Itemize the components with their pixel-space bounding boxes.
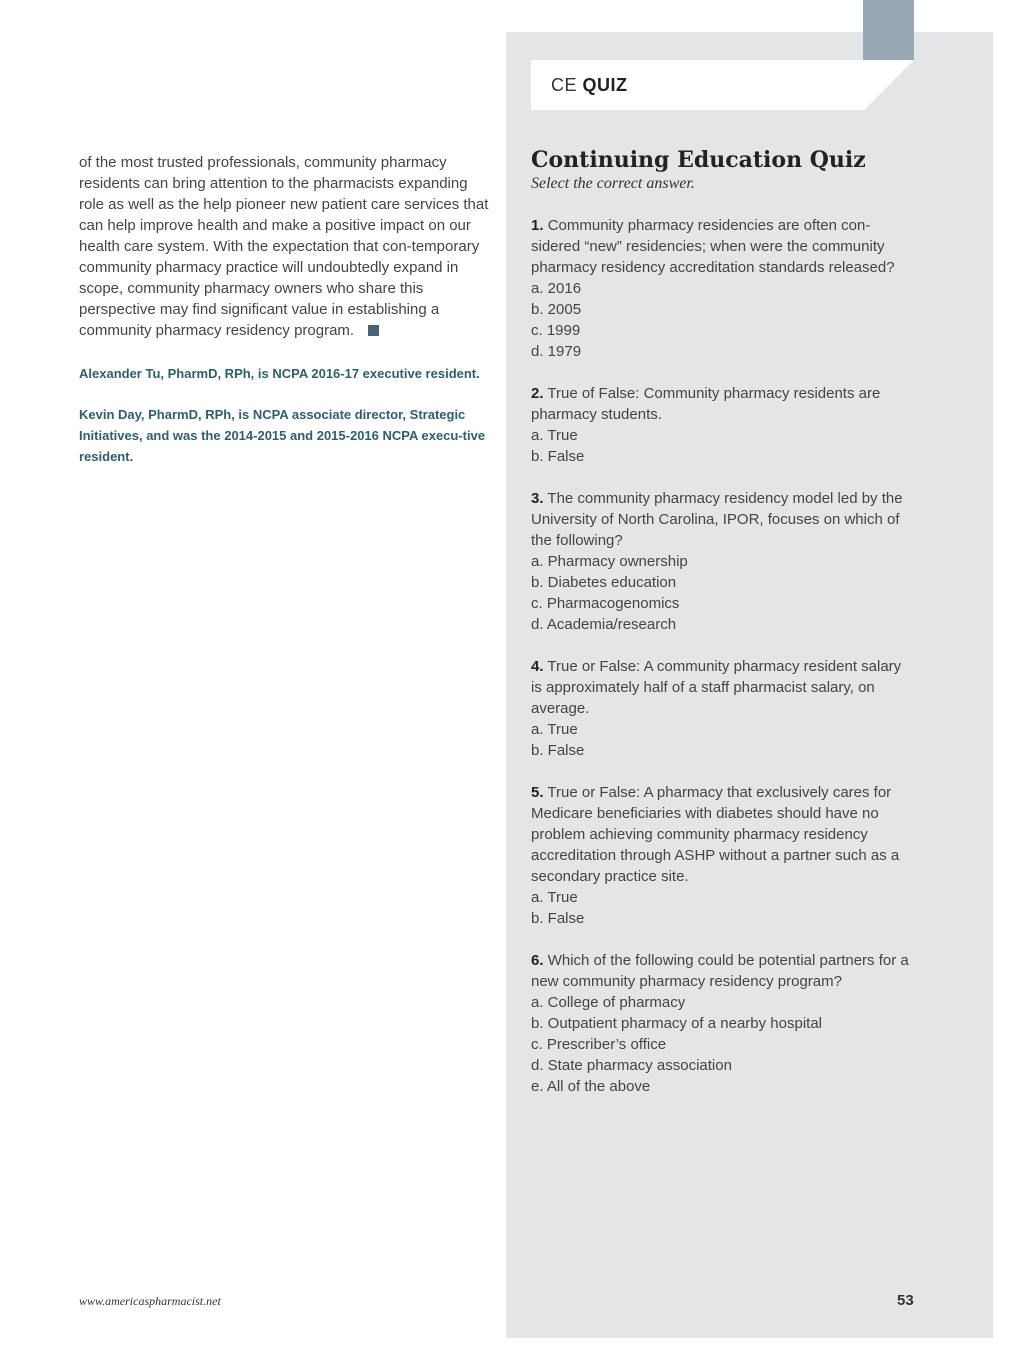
author-bio-day: Kevin Day, PharmD, RPh, is NCPA associate director, Strategic Initiatives, and was the 2014-2015 and 2015-2016 NCPA execu-tive resident. bbox=[79, 407, 486, 464]
question-text bbox=[531, 656, 916, 719]
answer-option[interactable]: b. False bbox=[531, 742, 585, 759]
answer-option[interactable]: c. Pharmacogenomics bbox=[531, 595, 680, 612]
question-body: True or False: A pharmacy that exclusively cares for Medicare beneficiaries with diabetes should have no problem achieving community pharmacy residency accreditation through ASHP without a partner such as a secondary practice site. bbox=[531, 784, 900, 885]
question-number: 4. bbox=[531, 658, 544, 675]
quiz-question bbox=[531, 488, 916, 635]
answer-option[interactable]: b. False bbox=[531, 910, 585, 927]
answer-option[interactable]: e. All of the above bbox=[531, 1078, 651, 1095]
article-paragraph-text: of the most trusted professionals, community pharmacy residents can bring attention to the pharmacists expanding role as well as the help pioneer new patient care services that can help improve health and make a positive impact on our health care system. With the expectation that con-temporary community pharmacy practice will undoubtedly expand in scope, community pharmacy owners who share this perspective may find significant value in establishing a community pharmacy residency program. bbox=[79, 154, 489, 339]
question-number: 5. bbox=[531, 784, 544, 801]
answer-option[interactable]: a. True bbox=[531, 427, 578, 444]
section-label-quiz: QUIZ bbox=[582, 75, 628, 95]
answer-option[interactable]: a. Pharmacy ownership bbox=[531, 553, 688, 570]
answer-option[interactable]: a. 2016 bbox=[531, 280, 582, 297]
answer-option[interactable]: b. Diabetes education bbox=[531, 574, 677, 591]
question-body: True of False: Community pharmacy residents are pharmacy students. bbox=[531, 385, 881, 423]
quiz-question bbox=[531, 215, 916, 362]
quiz-subtitle: Select the correct answer. bbox=[531, 175, 695, 192]
answer-option[interactable]: b. False bbox=[531, 448, 585, 465]
answer-option[interactable]: d. State pharmacy association bbox=[531, 1057, 732, 1074]
answer-option[interactable]: d. Academia/research bbox=[531, 616, 677, 633]
article-paragraph bbox=[79, 152, 494, 341]
question-text bbox=[531, 782, 916, 887]
quiz-question bbox=[531, 782, 916, 929]
page-number: 53 bbox=[897, 1292, 914, 1309]
section-label bbox=[551, 75, 628, 96]
answer-option[interactable]: c. Prescriber’s office bbox=[531, 1036, 667, 1053]
answer-option[interactable]: b. Outpatient pharmacy of a nearby hospital bbox=[531, 1015, 823, 1032]
section-label-ce: CE bbox=[551, 75, 578, 95]
answer-option[interactable]: a. College of pharmacy bbox=[531, 994, 686, 1011]
answer-option[interactable]: a. True bbox=[531, 721, 578, 738]
quiz-question bbox=[531, 950, 916, 1097]
question-list bbox=[531, 215, 916, 1097]
question-text bbox=[531, 383, 916, 425]
question-body: Which of the following could be potential partners for a new community pharmacy residency program? bbox=[531, 952, 909, 990]
question-body: True or False: A community pharmacy resident salary is approximately half of a staff pharmacist salary, on average. bbox=[531, 658, 902, 717]
footer-url: www.americaspharmacist.net bbox=[79, 1294, 221, 1308]
quiz-question bbox=[531, 383, 916, 467]
answer-option[interactable]: b. 2005 bbox=[531, 301, 582, 318]
question-text bbox=[531, 950, 916, 992]
question-body: Community pharmacy residencies are often con-sidered “new” residencies; when were the community pharmacy residency accreditation standards released? bbox=[531, 217, 895, 276]
question-text bbox=[531, 215, 916, 278]
end-of-article-mark bbox=[368, 325, 379, 336]
article-column bbox=[79, 152, 494, 467]
question-body: The community pharmacy residency model led by the University of North Carolina, IPOR, focuses on which of the following? bbox=[531, 490, 903, 549]
answer-option[interactable]: a. True bbox=[531, 889, 578, 906]
answer-option[interactable]: c. 1999 bbox=[531, 322, 581, 339]
quiz-question bbox=[531, 656, 916, 761]
quiz-title: Continuing Education Quiz bbox=[531, 147, 866, 173]
page-tab-decoration bbox=[863, 0, 914, 60]
question-number: 6. bbox=[531, 952, 544, 969]
answer-option[interactable]: d. 1979 bbox=[531, 343, 582, 360]
question-text bbox=[531, 488, 916, 551]
question-number: 1. bbox=[531, 217, 544, 234]
quiz-column bbox=[531, 146, 916, 1097]
author-bio-tu: Alexander Tu, PharmD, RPh, is NCPA 2016-17 executive resident. bbox=[79, 366, 480, 381]
question-number: 3. bbox=[531, 490, 544, 507]
question-number: 2. bbox=[531, 385, 544, 402]
